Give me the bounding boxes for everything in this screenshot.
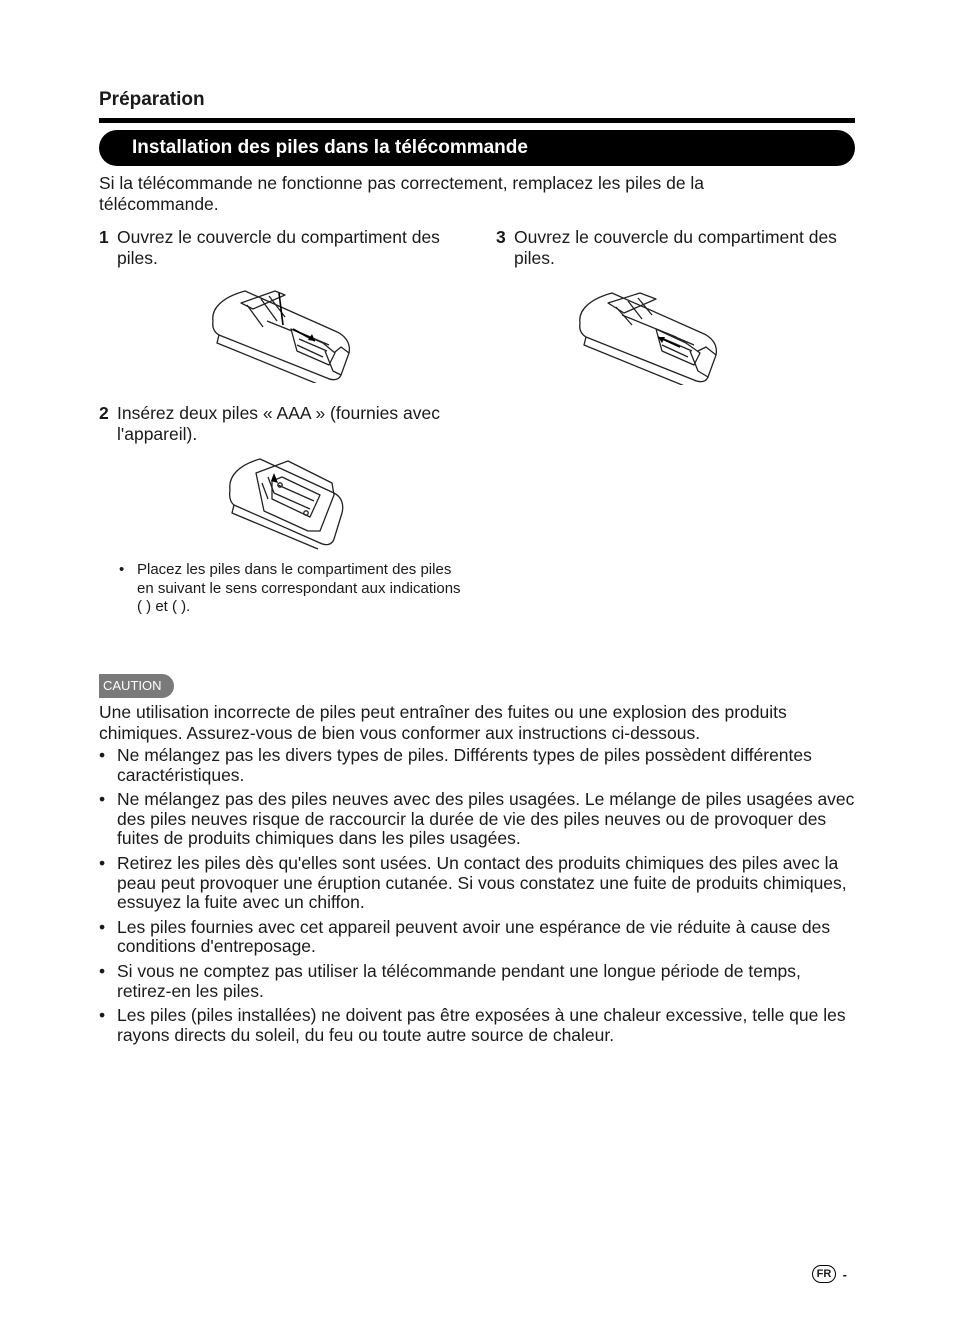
page-footer <box>812 1265 847 1283</box>
step-text: Ouvrez le couvercle du compartiment des piles. <box>514 227 837 268</box>
step-number: 3 <box>496 227 506 247</box>
list-item-text: Retirez les piles dès qu'elles sont usées. Un contact des produits chimiques des piles avec la peau peut provoquer une éruption cutanée. Si vous constatez une fuite de produits chimiques, essuyez la fuite avec un chiffon. <box>117 852 847 913</box>
intro-paragraph: Si la télécommande ne fonctionne pas correctement, remplacez les piles de la télécommande. <box>99 173 705 214</box>
list-item <box>99 962 859 1001</box>
list-item <box>99 790 859 849</box>
list-item <box>99 854 859 913</box>
step-number: 1 <box>99 227 109 247</box>
step-number: 2 <box>99 403 109 423</box>
page-marker: - <box>842 1266 847 1282</box>
list-item-text: Ne mélangez pas des piles neuves avec des piles usagées. Le mélange de piles usagées avec des piles neuves risque de raccourcir la durée de vie des piles neuves ou de provoquer des fuites de produits chimiques dans les piles usagées. <box>117 789 855 849</box>
list-item-text: Les piles fournies avec cet appareil peuvent avoir une espérance de vie réduite à cause des conditions d'entreposage. <box>117 916 831 957</box>
remote-close-cover-illustration <box>572 285 727 385</box>
remote-open-cover-illustration <box>205 283 360 383</box>
page-title-banner: Installation des piles dans la télécommande <box>99 130 855 166</box>
list-item <box>99 1006 859 1045</box>
step-1 <box>99 227 459 269</box>
bullet: • <box>99 852 106 873</box>
list-item <box>99 918 859 957</box>
step-text: Insérez deux piles « AAA » (fournies avec l'appareil). <box>117 403 440 444</box>
step-2-note <box>119 561 464 617</box>
bullet: • <box>99 789 106 810</box>
step-2 <box>99 403 474 445</box>
bullet: • <box>99 1005 106 1026</box>
bullet: • <box>99 916 106 937</box>
section-title: Préparation <box>99 89 205 110</box>
step-3 <box>496 227 856 269</box>
list-item <box>99 746 859 785</box>
note-text: Placez les piles dans le compartiment des piles en suivant le sens correspondant aux indications ( ) et ( ). <box>137 561 461 615</box>
section-divider <box>99 118 855 123</box>
step-text: Ouvrez le couvercle du compartiment des piles. <box>117 227 440 268</box>
caution-badge: CAUTION <box>99 674 174 698</box>
list-item-text: Les piles (piles installées) ne doivent pas être exposées à une chaleur excessive, telle que les rayons directs du soleil, du feu ou toute autre source de chaleur. <box>117 1005 846 1045</box>
caution-intro: Une utilisation incorrecte de piles peut entraîner des fuites ou une explosion des produits chimiques. Assurez-vous de bien vous conformer aux instructions ci-dessous. <box>99 702 787 743</box>
list-item-text: Ne mélangez pas les divers types de piles. Différents types de piles possèdent différentes caractéristiques. <box>117 745 812 785</box>
list-item-text: Si vous ne comptez pas utiliser la télécommande pendant une longue période de temps, retirez-en les piles. <box>117 960 801 1001</box>
language-badge: FR <box>812 1265 836 1283</box>
bullet: • <box>119 561 125 578</box>
bullet: • <box>99 960 106 981</box>
remote-insert-batteries-illustration <box>222 455 347 550</box>
caution-list <box>99 746 859 1050</box>
bullet: • <box>99 745 106 765</box>
